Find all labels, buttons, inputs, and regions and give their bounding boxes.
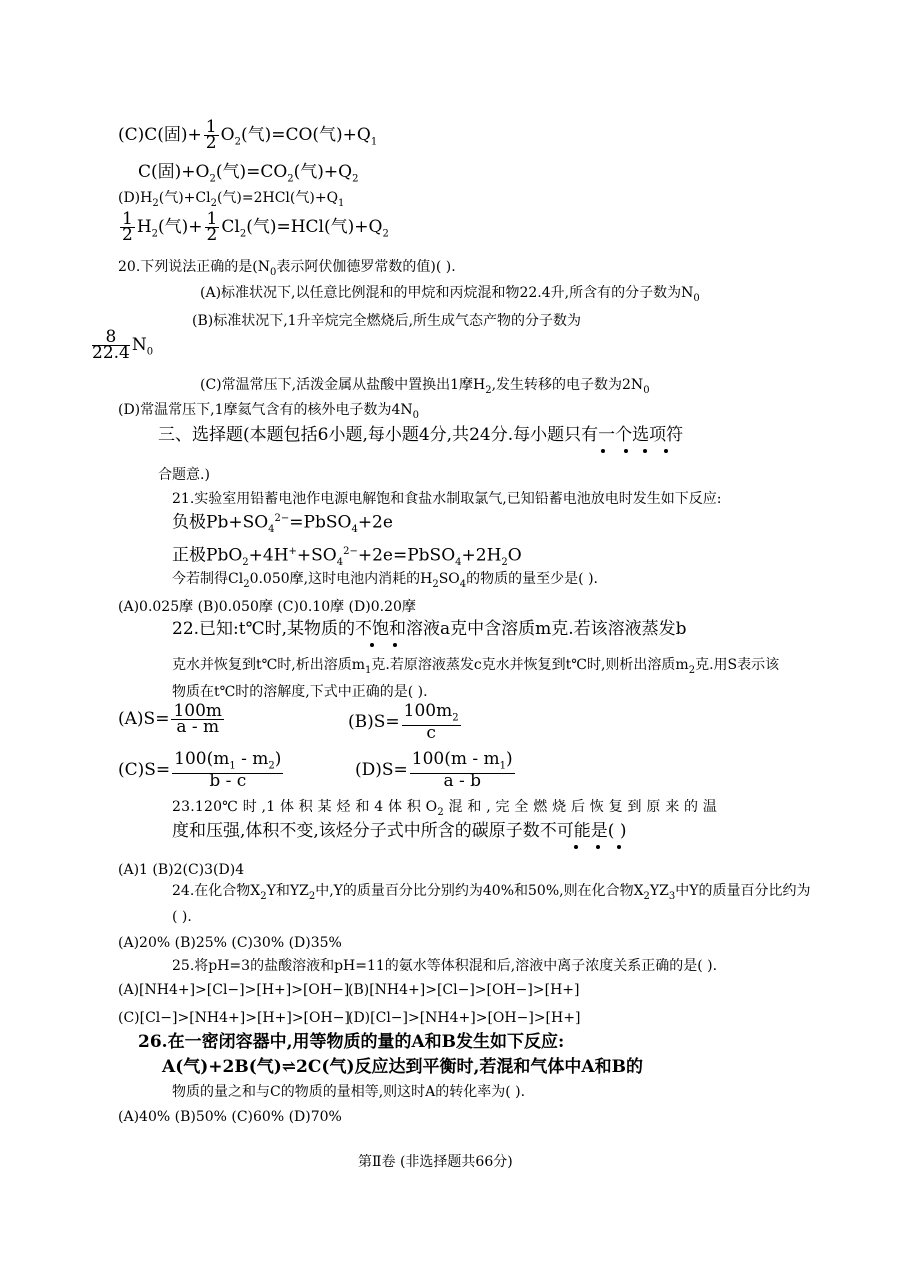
section-heading-cont: 合题意.) <box>158 467 210 483</box>
section-heading: 三、选择题(本题包括6小题,每小题4分,共24分.每小题只有一个选项符 <box>158 425 684 445</box>
fraction: $\frac{100m_2}{c}$ <box>403 701 459 744</box>
q21-ask: 今若制得$Cl_20.050$摩,这时电池内消耗的$H_2SO_4$的物质的量至少是( ). <box>172 571 598 590</box>
q25-stem: 25.将pH=3的盐酸溶液和pH=11的氨水等体积混和后,溶液中离子浓度关系正确的是( ). <box>172 958 718 974</box>
q20-option-d: (D)常温常压下,1摩氦气含有的核外电子数为$4N_0$ <box>118 402 420 421</box>
q21-positive-electrode: 正极$PbO_2+4H^++SO_4^{2-}+2e=PbSO_4+2H_2O$ <box>172 545 522 569</box>
q24-stem: 24.在化合物$X_2Y$和$YZ_2$中,Y的质量百分比分别约为40%和50%,则在化合物$X_2YZ_3$中Y的质量百分比约为 <box>172 883 811 902</box>
q23-options: (A)1 (B)2(C)3(D)4 <box>118 862 245 878</box>
q24-stem2: ( ). <box>172 909 192 925</box>
q22-stem1: 22.已知:t℃时,某物质的不饱和溶液a克中含溶质m克.若该溶液蒸发b <box>172 619 687 639</box>
fraction: $\frac{8}{22.4}$ <box>92 327 130 363</box>
emphasis-dot <box>624 449 628 453</box>
q20-option-a: (A)标准状况下,以任意比例混和的甲烷和丙烷混和物22.4升,所含有的分子数为$N_0$ <box>200 285 700 304</box>
emphasis-dot <box>393 643 397 647</box>
q20-stem: 20.下列说法正确的是($N_0$表示阿伏伽德罗常数的值)( ). <box>118 259 456 278</box>
q21-stem: 21.实验室用铅蓄电池作电源电解饱和食盐水制取氯气,已知铅蓄电池放电时发生如下反应: <box>172 491 722 507</box>
q22-option-a: (A)S= $\frac{100m}{a - m}$ <box>118 701 223 737</box>
fraction: $\frac{100(m_1 - m_2)}{b - c}$ <box>174 749 282 792</box>
q20-option-c: (C)常温常压下,活泼金属从盐酸中置换出1摩$H_2$,发生转移的电子数为$2N_0$ <box>200 377 650 396</box>
emphasis-dot <box>617 845 621 849</box>
fraction: $\frac{1}{2}$ <box>206 209 218 245</box>
q22-stem2: 克水并恢复到t℃时,析出溶质$m_1$克.若原溶液蒸发c克水并恢复到t℃时,则析出溶质$m_2$克.用S表示该 <box>172 657 780 676</box>
fraction: $\frac{100(m - m_1)}{a - b}$ <box>411 749 513 792</box>
q25-option-d: (D)[Cl−]>[NH4+]>[OH−]>[H+] <box>348 1010 581 1026</box>
q26-options: (A)40% (B)50% (C)60% (D)70% <box>118 1109 342 1125</box>
q20-option-b: (B)标准状况下,1升辛烷完全燃烧后,所生成气态产物的分子数为 <box>192 313 582 329</box>
emphasis-dot <box>664 449 668 453</box>
emphasis-dot <box>596 845 600 849</box>
fraction: $\frac{1}{2}$ <box>122 209 133 245</box>
emphasis-dot <box>643 449 647 453</box>
q22-option-b: (B)S= $\frac{100m_2}{c}$ <box>348 701 459 744</box>
q19-d-line1: $(D)H_2$(气)$+Cl_2$(气)=2HCl(气)$+Q_1$ <box>118 190 345 209</box>
fraction: $\frac{1}{2}$ <box>205 117 217 153</box>
q21-options: (A)0.025摩 (B)0.050摩 (C)0.10摩 (D)0.20摩 <box>118 599 416 615</box>
q23-stem2: 度和压强,体积不变,该烃分子式中所含的碳原子数不可能是( ) <box>172 821 627 841</box>
q19-c-line1: (C)C(固)+ $\frac{1}{2}$ $O_2$(气)=CO(气)$+Q_1$ <box>118 117 378 153</box>
q21-negative-electrode: 负极$Pb+SO_4^{2-}=PbSO_4+2e$ <box>172 512 393 536</box>
q26-stem1: 26.在一密闭容器中,用等物质的量的A和B发生如下反应: <box>138 1032 565 1052</box>
emphasis-dot <box>370 643 374 647</box>
q22-option-d: (D)S= $\frac{100(m - m_1)}{a - b}$ <box>355 749 513 792</box>
q25-option-a: (A)[NH4+]>[Cl−]>[H+]>[OH−] <box>118 982 350 998</box>
q26-stem2: A(气)+2B(气)⇌2C(气)反应达到平衡时,若混和气体中A和B的 <box>162 1057 643 1077</box>
q22-stem3: 物质在t℃时的溶解度,下式中正确的是( ). <box>172 684 428 700</box>
q23-stem1: 23.120℃ 时 ,1 体 积 某 烃 和 4 体 积 $O_2$ 混 和 , 完 全 燃 烧 后 恢 复 到 原 来 的 温 <box>172 799 718 818</box>
q25-option-b: (B)[NH4+]>[Cl−]>[OH−]>[H+] <box>348 982 580 998</box>
q26-stem3: 物质的量之和与C的物质的量相等,则这时A的转化率为( ). <box>172 1084 526 1100</box>
fraction: $\frac{100m}{a - m}$ <box>173 701 223 737</box>
q19-d-line2: $\frac{1}{2}$ $H_2$(气)+ $\frac{1}{2}$ $Cl_2$(气)=HCl(气)$+Q_2$ <box>122 209 389 245</box>
q19-c-line2: C(固)$+O_2$(气)$=CO_2$(气)$+Q_2$ <box>138 162 359 185</box>
q20-option-b-fraction: $\frac{8}{22.4}$ $N_0$ <box>92 327 154 363</box>
emphasis-dot <box>574 845 578 849</box>
q25-option-c: (C)[Cl−]>[NH4+]>[H+]>[OH−] <box>118 1010 350 1026</box>
emphasis-dot <box>601 449 605 453</box>
section-title: 第Ⅱ卷 (非选择题共66分) <box>358 1154 513 1170</box>
q22-option-c: (C)S= $\frac{100(m_1 - m_2)}{b - c}$ <box>118 749 282 792</box>
q24-options: (A)20% (B)25% (C)30% (D)35% <box>118 935 342 951</box>
